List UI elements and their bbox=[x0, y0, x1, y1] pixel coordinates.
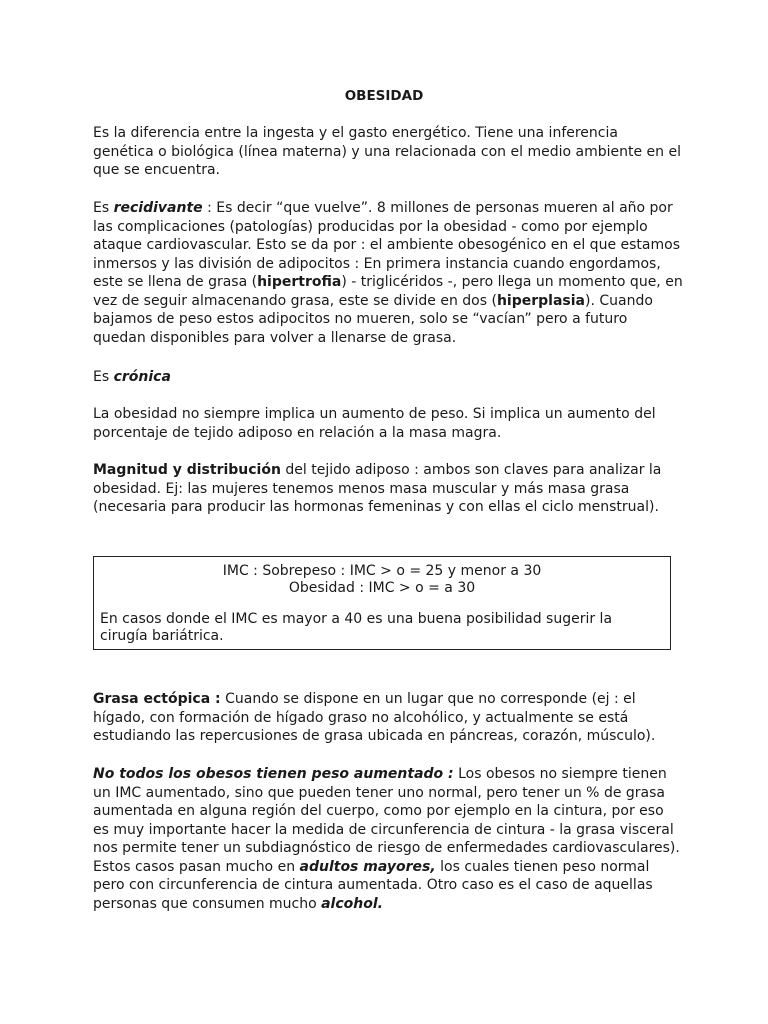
text: ) - triglicéridos -, pero llega un momento que, en vez de seguir almacenando grasa, este se divide en dos ( bbox=[93, 274, 683, 309]
term-no-todos: No todos los obesos tienen peso aumentado : bbox=[93, 766, 454, 782]
paragraph-definition: Es la diferencia entre la ingesta y el gasto energético. Tiene una inferencia genética o biológica (línea materna) y una relacionada con el medio ambiente en el que se encuentra. bbox=[93, 125, 681, 178]
text: Cuando se dispone en un lugar que no corresponde (ej : el hígado, con formación de hígado graso no alcohólico, y actualmente se está estudiando las repercusiones de grasa ubicada en páncreas, corazón, músculo). bbox=[93, 691, 656, 744]
text: : Es decir “que vuelve”. 8 millones de personas mueren al año por las complicaciones (patologías) producidas por la obesidad - como por ejemplo ataque cardiovascular. Esto se da por : el ambiente obesogénico en el que estamos inmersos y las división de adipocitos : En primera instancia cuando engordamos, este se llena de grasa ( bbox=[93, 200, 680, 290]
imc-box bbox=[93, 556, 671, 650]
term-magnitud: Magnitud y distribución bbox=[93, 462, 281, 478]
text: los cuales tienen peso normal pero con circunferencia de cintura aumentada. Otro caso es el caso de aquellas personas que consumen mucho bbox=[93, 858, 653, 912]
term-hipertrofia: hipertrofia bbox=[257, 274, 342, 290]
imc-note: En casos donde el IMC es mayor a 40 es una buena posibilidad sugerir la cirugía bariátrica. bbox=[100, 611, 613, 644]
text: Es bbox=[93, 369, 114, 385]
term-hiperplasia: hiperplasia bbox=[496, 292, 585, 309]
page-title: OBESIDAD bbox=[344, 88, 424, 104]
imc-sobrepeso: IMC : Sobrepeso : IMC > o = 25 y menor a 30 bbox=[222, 563, 542, 579]
paragraph-cronica bbox=[93, 368, 683, 387]
text: Es bbox=[93, 200, 114, 216]
term-recidivante: recidivante bbox=[113, 200, 203, 216]
paragraph-peso: La obesidad no siempre implica un aumento de peso. Si implica un aumento del porcentaje de tejido adiposo en relación a la masa magra. bbox=[93, 406, 656, 441]
term-cronica: crónica bbox=[113, 369, 171, 385]
text: Los obesos no siempre tienen un IMC aumentado, sino que pueden tener uno normal, pero tener un % de grasa aumentada en alguna región del cuerpo, como por ejemplo en la cintura, por eso es muy importante hacer la medida de circunferencia de cintura - la grasa visceral nos permite tener un subdiagnóstico de riesgo de enfermedades cardiovasculares). Estos casos pasan mucho en bbox=[93, 766, 680, 875]
paragraph-recidivante bbox=[93, 199, 683, 347]
term-grasa-ectopica: Grasa ectópica : bbox=[93, 691, 221, 707]
term-adultos-mayores: adultos mayores, bbox=[299, 858, 436, 875]
term-alcohol: alcohol. bbox=[321, 895, 383, 912]
paragraph-grasa-ectopica bbox=[93, 690, 683, 746]
text: ). Cuando bajamos de peso estos adipocitos no mueren, solo se “vacían” pero a futuro quedan disponibles para volver a llenarse de grasa. bbox=[93, 292, 653, 346]
text: del tejido adiposo : ambos son claves para analizar la obesidad. Ej: las mujeres tenemos menos masa muscular y más masa grasa (necesaria para producir las hormonas femeninas y con ellas el ciclo menstrual). bbox=[93, 462, 662, 515]
paragraph-no-todos bbox=[93, 765, 683, 913]
paragraph-magnitud bbox=[93, 461, 683, 517]
imc-obesidad: Obesidad : IMC > o = a 30 bbox=[288, 580, 476, 596]
